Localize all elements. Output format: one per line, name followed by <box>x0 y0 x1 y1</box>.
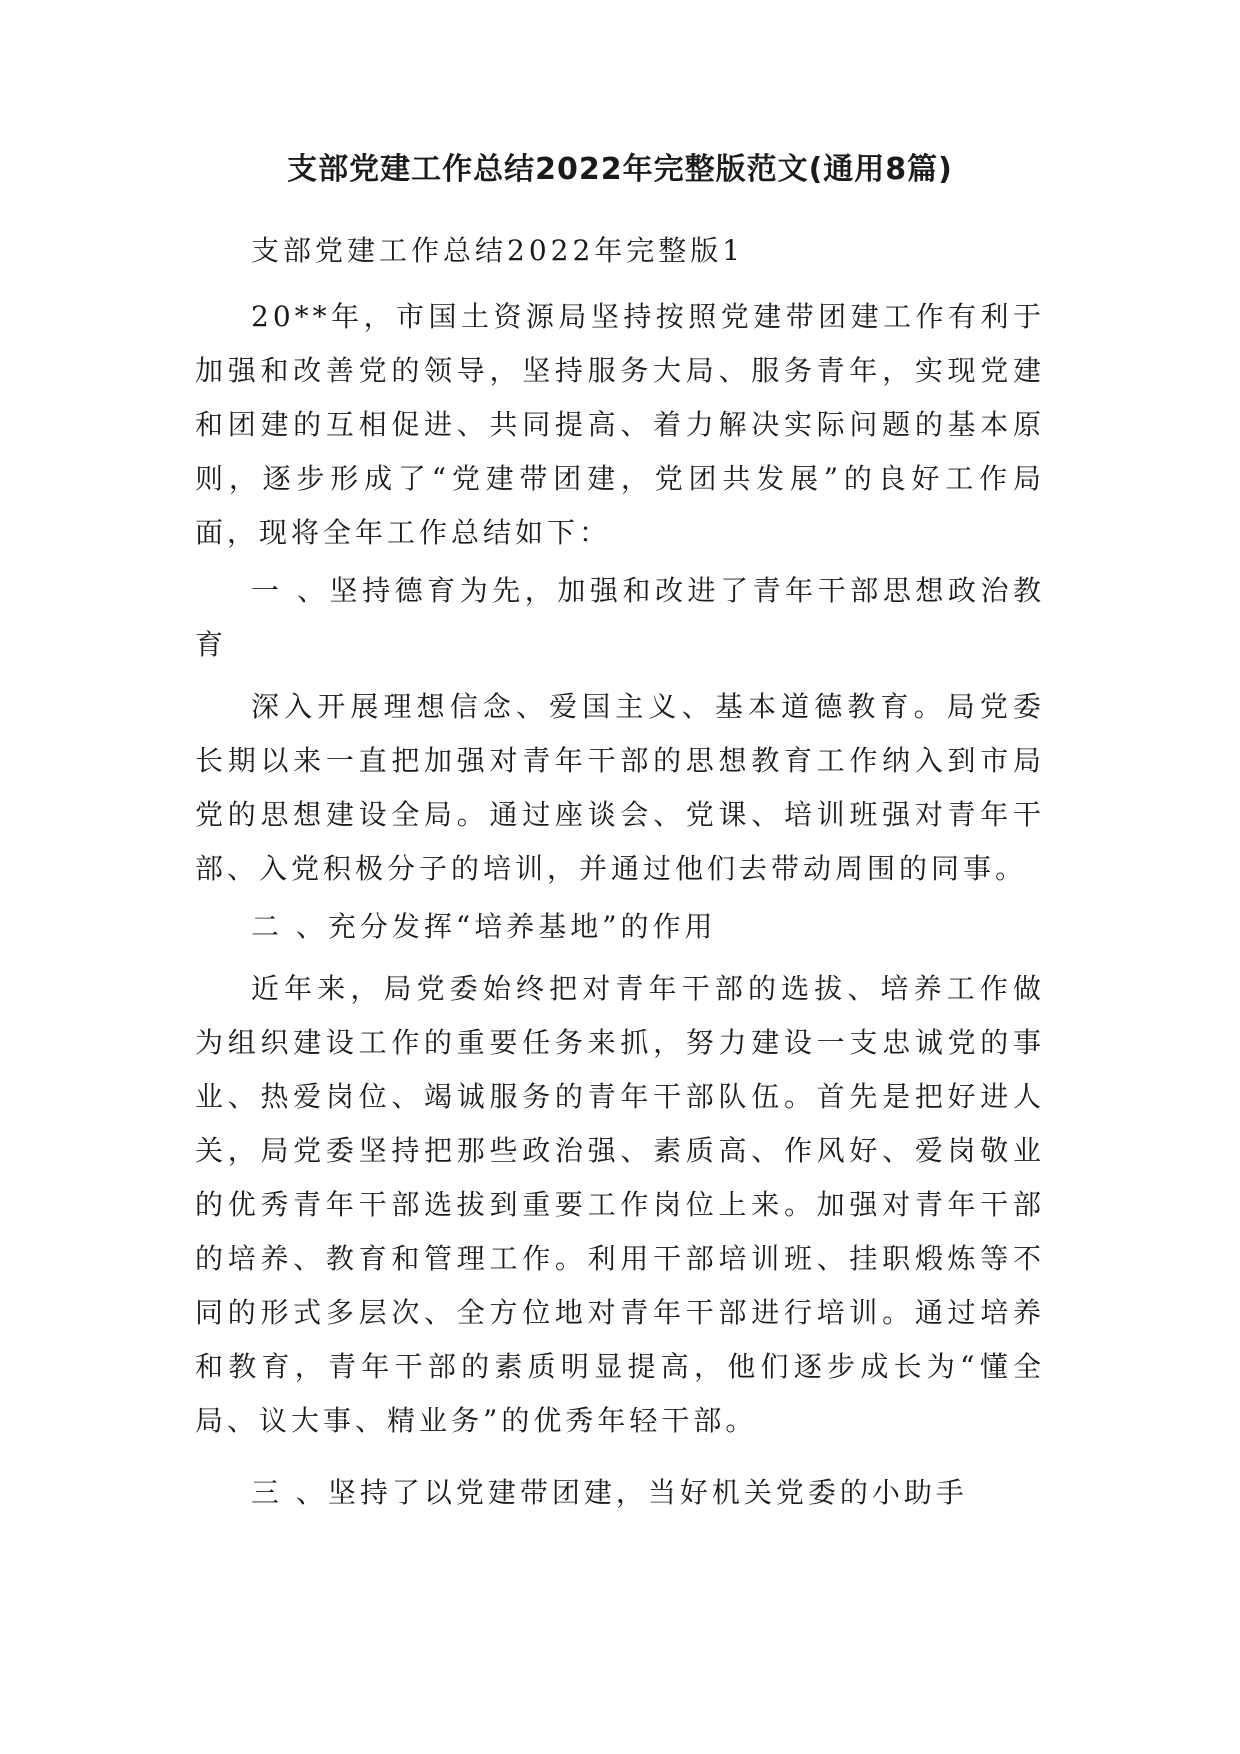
intro-paragraph: 20**年，市国土资源局坚持按照党建带团建工作有利于加强和改善党的领导，坚持服务大局、服务青年，实现党建和团建的互相促进、共同提高、着力解决实际问题的基本原则，逐步形成了“党建带团建，党团共发展”的良好工作局面，现将全年工作总结如下： <box>195 300 1045 549</box>
section-2-heading: 二 、充分发挥“培养基地”的作用 <box>251 910 717 943</box>
document-body <box>195 224 1045 1528</box>
section-3-heading: 三 、坚持了以党建带团建，当好机关党委的小助手 <box>251 1476 968 1509</box>
document-title: 支部党建工作总结2022年完整版范文(通用8篇) <box>287 152 953 187</box>
section-1-heading: 一 、坚持德育为先，加强和改进了青年干部思想政治教育 <box>195 574 1045 661</box>
section-1-paragraph: 深入开展理想信念、爱国主义、基本道德教育。局党委长期以来一直把加强对青年干部的思想教育工作纳入到市局党的思想建设全局。通过座谈会、党课、培训班强对青年干部、入党积极分子的培训，并通过他们去带动周围的同事。 <box>195 690 1045 885</box>
section-2-paragraph: 近年来，局党委始终把对青年干部的选拔、培养工作做为组织建设工作的重要任务来抓，努力建设一支忠诚党的事业、热爱岗位、竭诚服务的青年干部队伍。首先是把好进人关，局党委坚持把那些政治强、素质高、作风好、爱岗敬业的优秀青年干部选拔到重要工作岗位上来。加强对青年干部的培养、教育和管理工作。利用干部培训班、挂职煅炼等不同的形式多层次、全方位地对青年干部进行培训。通过培养和教育，青年干部的素质明显提高，他们逐步成长为“懂全局、议大事、精业务”的优秀年轻干部。 <box>195 972 1045 1437</box>
document-subtitle: 支部党建工作总结2022年完整版1 <box>251 234 745 267</box>
